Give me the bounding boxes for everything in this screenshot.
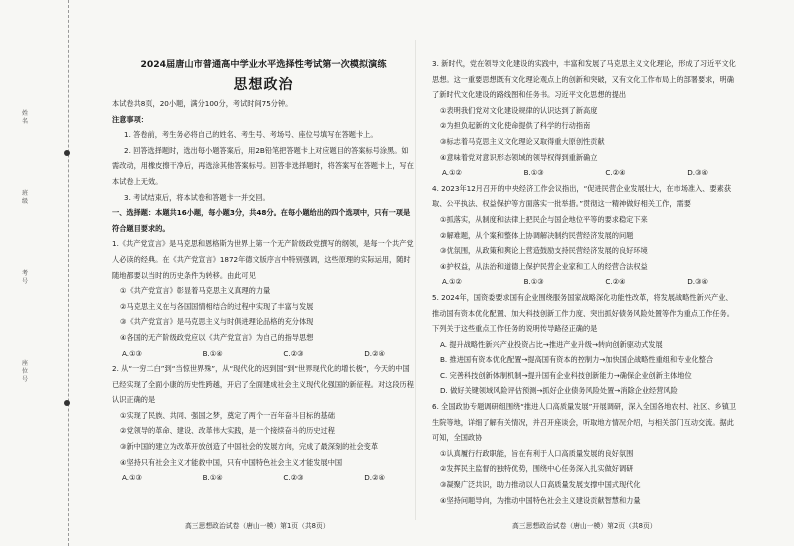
choice-a: A.①② — [442, 277, 462, 287]
binding-label-number: 考号 — [22, 270, 29, 285]
question-6-option: ②发挥民主监督的独特优势，围绕中心任务深入扎实做好调研 — [440, 464, 634, 474]
choice-d: D.③④ — [687, 168, 708, 178]
question-5-stem: 5. 2024年，国资委要求国有企业围绕服务国家战略深化功能性改革，将发展战略性新兴产业、推动国有资本优化配置、加大科技创新工作力度、突出抓好债务风险处置等作为重点工作任务。下列关于这些重点工作任务的说明传导路径正确的是 — [432, 292, 734, 334]
question-6-option: ③凝聚广泛共识，助力推动以人口高质量发展支撑中国式现代化 — [440, 480, 641, 490]
note-item: 2. 回答选择题时，选出每小题答案后，用2B铅笔把答题卡上对应题目的答案标号涂黑。如需改动，用橡皮擦干净后，再选涂其他答案标号。回答非选择题时，将答案写在答题卡上，写在本试卷上无效。 — [112, 145, 414, 186]
question-6-option: ④坚持问题导向，为推动中国特色社会主义建设贡献智慧和力量 — [440, 495, 641, 505]
question-2-choices — [112, 470, 415, 486]
page-footer-left: 高三思想政治试卷（唐山一模）第1页（共8页） — [185, 522, 330, 530]
question-5-option: C. 完善科技创新体制机制→提升国有企业科技创新能力→确保企业创新主体地位 — [440, 370, 692, 380]
question-1-stem: 1.《共产党宣言》是马克思和恩格斯为世界上第一个无产阶级政党撰写的纲领，是每一个共产党人必读的经典。在《共产党宣言》1872年德文版序言中特别强调，这些原理的实际运用，随时随地都要以当时的历史条件为转移。由此可见 — [112, 239, 414, 280]
choice-d: D.③④ — [687, 277, 708, 287]
choice-a: A.①③ — [122, 348, 142, 358]
binding-label-name: 姓名 — [22, 110, 29, 125]
binding-label-class: 班级 — [22, 190, 29, 205]
question-3-choices — [432, 165, 738, 181]
binding-margin — [18, 0, 69, 546]
choice-c: C.②④ — [605, 277, 626, 287]
page-footer-right: 高三思想政治试卷（唐山一模）第2页（共8页） — [512, 522, 657, 530]
notes-title: 注意事项： — [112, 114, 148, 124]
question-1-choices — [112, 346, 415, 362]
choice-c: C.②③ — [283, 348, 304, 358]
choice-b: B.①④ — [202, 473, 223, 483]
binding-label-seat: 座位号 — [22, 360, 29, 383]
right-column — [432, 56, 738, 508]
question-4-option: ④护权益，从法治和道德上保护民营企业家和工人的经营合法权益 — [440, 261, 648, 271]
question-3-option: ②为担负起新的文化使命提供了科学的行动指南 — [440, 121, 591, 131]
question-5-option: B. 推进国有资本优化配置→提高国有资本的控制力→加快国企战略性重组和专业化整合 — [440, 355, 714, 365]
choice-c: C.②③ — [283, 473, 304, 483]
choice-c: C.②④ — [605, 168, 626, 178]
choice-b: B.①④ — [202, 348, 223, 358]
question-2-option: ①实现了民族、共同、强国之梦，奠定了两个一百年奋斗目标的基础 — [120, 410, 335, 420]
question-6-stem: 6. 全国政协专题调研组围绕“推进人口高质量发展”开展调研，深入全国各地农村、社区、乡镇卫生院等地，详细了解有关情况，并召开座谈会，听取地方情况介绍，与相关部门互动交流。据此可知，全国政协 — [432, 402, 737, 443]
question-2-option: ②党领导的革命、建设、改革伟大实践，是一个接续奋斗的历史过程 — [120, 426, 335, 436]
question-1-option: ③《共产党宣言》是马克思主义与时俱进理论品格的充分体现 — [120, 317, 314, 327]
question-3-stem: 3. 新时代，党在领导文化建设的实践中，丰富和发展了马克思主义文化理论，形成了习近平文化思想。这一重要思想既有文化理论观点上的创新和突破，又有文化工作布局上的部署要求，明确了新时代文化建设的路线图和任务书。习近平文化思想的提出 — [432, 59, 736, 100]
question-5-option: D. 做好关键领域风险评估预测→抓好企业债务风险处置→消除企业经营风险 — [440, 386, 678, 396]
question-1-option: ①《共产党宣言》彰显着马克思主义真理的力量 — [120, 286, 271, 296]
section-heading: 一、选择题：本题共16小题，每小题3分，共48分。在每小题给出的四个选项中，只有一项是符合题目要求的。 — [112, 208, 411, 233]
question-3-option: ①表明我们党对文化建设规律的认识达到了新高度 — [440, 105, 598, 115]
subject-title: 思想政治 — [233, 77, 294, 93]
question-2-option: ④坚持只有社会主义才能救中国，只有中国特色社会主义才能发展中国 — [120, 457, 343, 467]
choice-d: D.②④ — [364, 473, 385, 483]
note-item: 3. 考试结束后，将本试卷和答题卡一并交回。 — [124, 192, 270, 202]
choice-b: B.①③ — [523, 277, 544, 287]
left-column — [112, 44, 415, 486]
binding-hole-dot — [64, 150, 70, 156]
question-4-stem: 4. 2023年12月召开的中央经济工作会议指出，“促进民营企业发展壮大，在市场准入、要素获取、公平执法、权益保护等方面落实一批举措。”贯彻这一精神做好相关工作，需要 — [432, 183, 732, 209]
exam-info: 本试卷共8页，20小题，满分100分，考试时间75分钟。 — [112, 99, 293, 108]
question-3-option: ③标志着马克思主义文化理论又取得重大原创性贡献 — [440, 136, 605, 146]
exam-title: 2024届唐山市普通高中学业水平选择性考试第一次模拟演练 — [140, 59, 387, 70]
question-2-option: ③新中国的建立为改革开放创造了中国社会的发展方向，完成了最深刻的社会变革 — [120, 442, 379, 452]
question-2-stem: 2. 从“一穷二白”到“当惊世界殊”，从“现代化的迟到国”到“世界现代化的增长极”，今天的中国已经实现了全面小康的历史性跨越，开启了全面建成社会主义现代化强国的新征程。对这段历程认识正确的是 — [112, 364, 414, 405]
question-4-option: ①抓落实，从制度和法律上把民企与国企地位平等的要求稳定下来 — [440, 214, 648, 224]
choice-b: B.①③ — [523, 168, 544, 178]
note-item: 1. 答卷前，考生务必将自己的姓名、考生号、考场号、座位号填写在答题卡上。 — [124, 130, 378, 140]
question-6-option: ①认真履行行政职能，旨在有利于人口高质量发展的良好氛围 — [440, 448, 634, 458]
question-1-option: ④各国的无产阶级政党应以《共产党宣言》为自己的指导思想 — [120, 332, 314, 342]
choice-a: A.①③ — [122, 473, 142, 483]
question-4-option: ③优氛围，从政策和舆论上营造鼓励支持民营经济发展的良好环境 — [440, 246, 648, 256]
choice-d: D.②④ — [364, 348, 385, 358]
choice-a: A.①② — [442, 168, 462, 178]
question-5-option: A. 提升战略性新兴产业投资占比→推进产业升级→转向创新驱动式发展 — [440, 339, 663, 349]
question-3-option: ④意味着党对意识形态领域的领导权得到重新确立 — [440, 152, 598, 162]
question-4-choices — [432, 274, 738, 290]
question-4-option: ②解难题，从个案和整体上协调解决制约民营经济发展的问题 — [440, 230, 634, 240]
page-fold-line — [415, 40, 416, 520]
binding-hole-dot — [64, 400, 70, 406]
question-1-option: ②马克思主义在与各国国情相结合的过程中实现了丰富与发展 — [120, 301, 314, 311]
